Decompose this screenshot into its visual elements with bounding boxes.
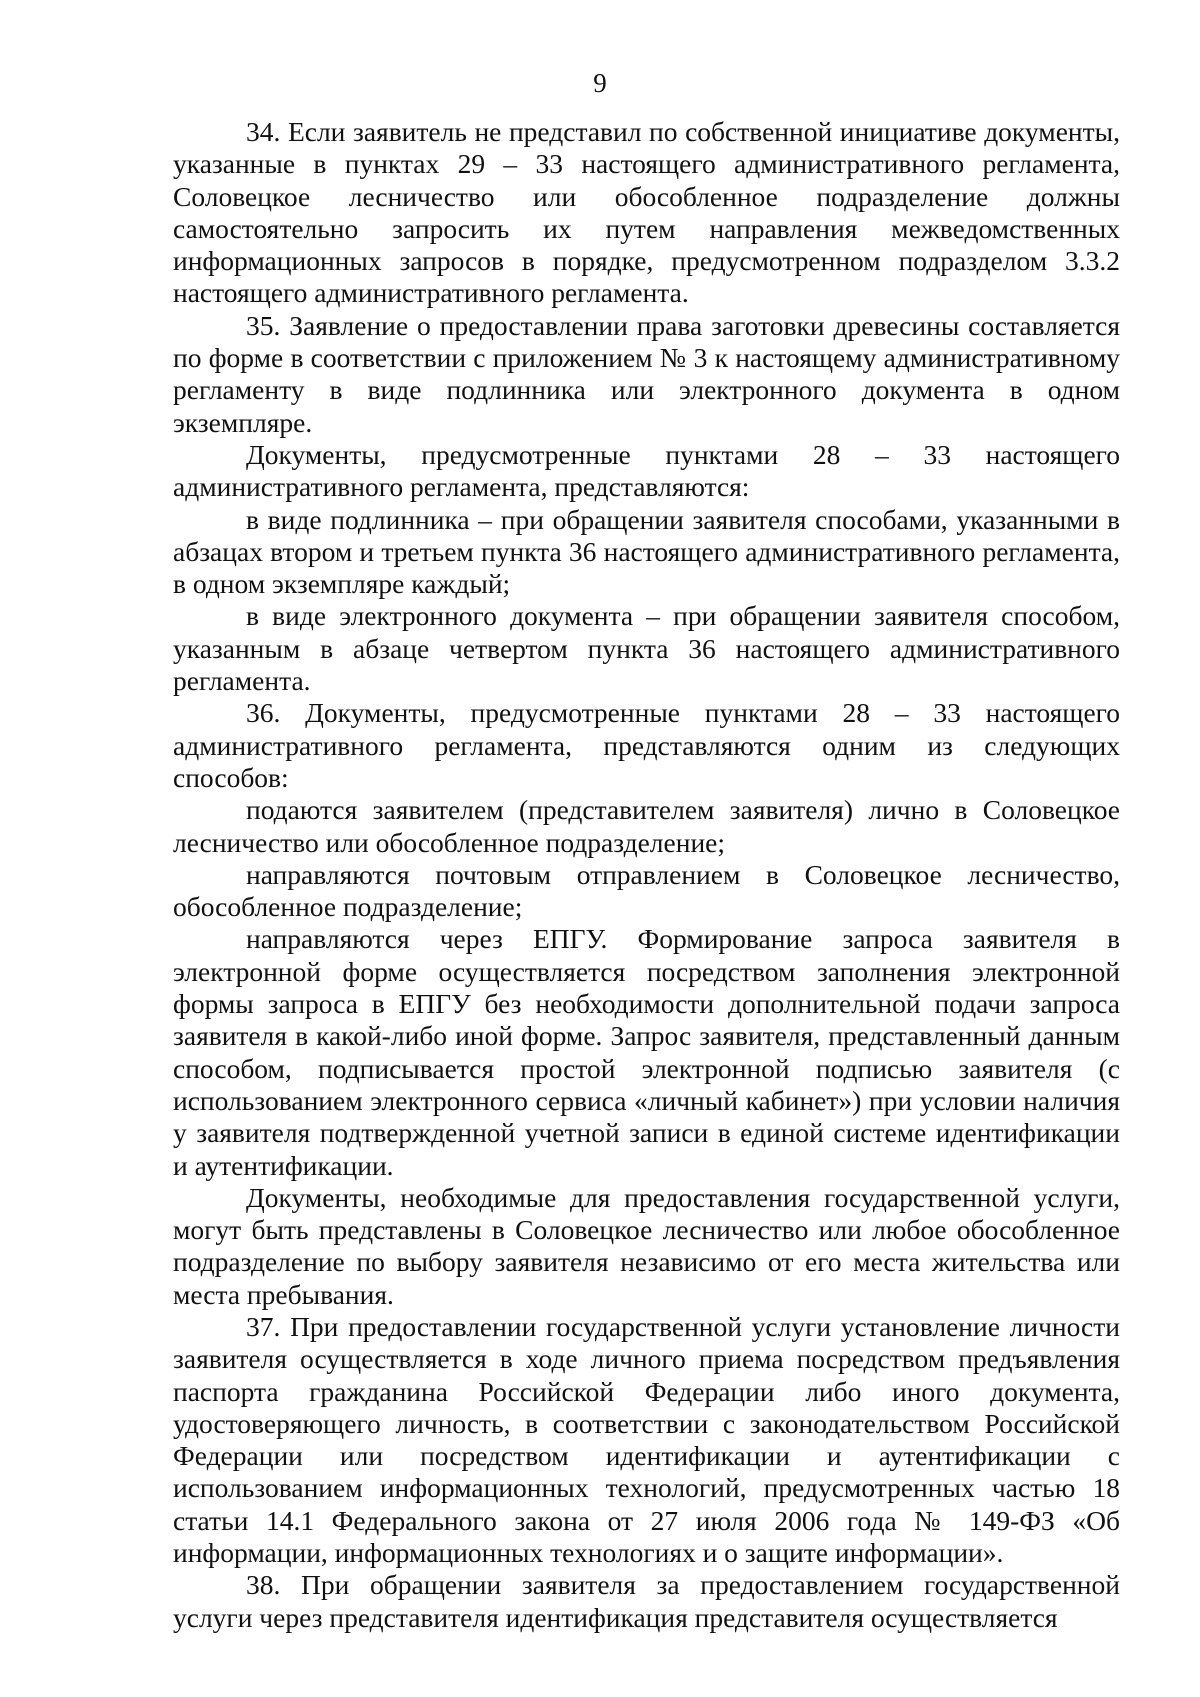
paragraph-36-any-office: Документы, необходимые для предоставления государственной услуги, могут быть представлены в Соловецкое лесничество или любое обособленное подразделение по выбору заявителя независимо от его места жительства или места пребывания.	[173, 1181, 1120, 1310]
paragraph-36: 36. Документы, предусмотренные пунктами 28 – 33 настоящего административного регламента, представляются одним из следующих способов:	[173, 697, 1120, 793]
paragraph-36-by-mail: направляются почтовым отправлением в Соловецкое лесничество, обособленное подразделение;	[173, 858, 1120, 923]
paragraph-35: 35. Заявление о предоставлении права заготовки древесины составляется по форме в соответствии с приложением № 3 к настоящему административному регламенту в виде подлинника или электронного документа в одном экземпляре.	[173, 309, 1120, 438]
paragraph-37: 37. При предоставлении государственной услуги установление личности заявителя осуществляется в ходе личного приема посредством предъявления паспорта гражданина Российской Федерации либо иного документа, удостоверяющего личность, в соответствии с законодательством Российской Федерации или посредством идентификации и аутентификации с использованием информационных технологий, предусмотренных частью 18 статьи 14.1 Федерального закона от 27 июля 2006 года № 149-ФЗ «Об информации, информационных технологиях и о защите информации».	[173, 1310, 1120, 1569]
paragraph-35-electronic: в виде электронного документа – при обращении заявителя способом, указанным в абзаце четвертом пункта 36 настоящего административного регламента.	[173, 600, 1120, 697]
paragraph-35-original: в виде подлинника – при обращении заявителя способами, указанными в абзацах втором и третьем пункта 36 настоящего административного регламента, в одном экземпляре каждый;	[173, 503, 1120, 600]
paragraph-35-documents: Документы, предусмотренные пунктами 28 – 33 настоящего административного регламента, представляются:	[173, 438, 1120, 503]
paragraph-36-via-epgu: направляются через ЕПГУ. Формирование запроса заявителя в электронной форме осуществляется посредством заполнения электронной формы запроса в ЕПГУ без необходимости дополнительной подачи запроса заявителя в какой-либо иной форме. Запрос заявителя, представленный данным способом, подписывается простой электронной подписью заявителя (с использованием электронного сервиса «личный кабинет») при условии наличия у заявителя подтвержденной учетной записи в единой системе идентификации и аутентификации.	[173, 923, 1120, 1181]
paragraph-34: 34. Если заявитель не представил по собственной инициативе документы, указанные в пунктах 29 – 33 настоящего административного регламента, Соловецкое лесничество или обособленное подразделение должны самостоятельно запросить их путем направления межведомственных информационных запросов в порядке, предусмотренном подразделом 3.3.2 настоящего административного регламента.	[173, 116, 1120, 309]
document-body	[173, 116, 1120, 1634]
page-number: 9	[593, 68, 607, 98]
paragraph-38: 38. При обращении заявителя за предоставлением государственной услуги через представителя идентификация представителя осуществляется	[173, 1569, 1120, 1633]
paragraph-36-in-person: подаются заявителем (представителем заявителя) лично в Соловецкое лесничество или обособленное подразделение;	[173, 794, 1120, 858]
